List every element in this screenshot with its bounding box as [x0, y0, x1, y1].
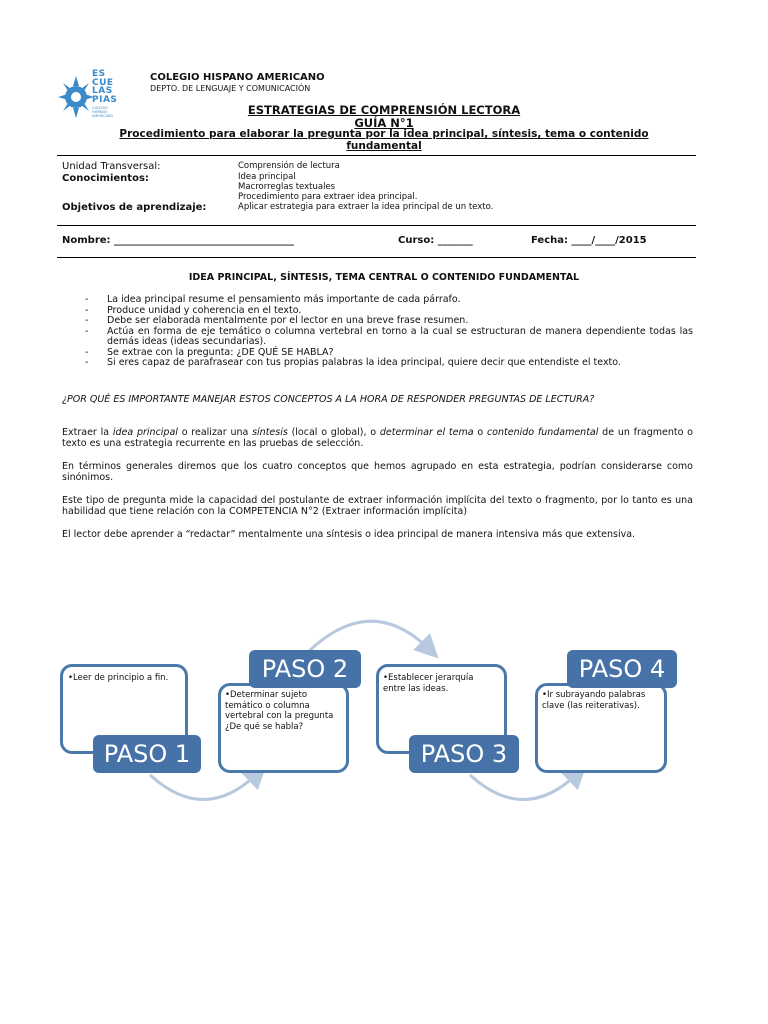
conocimientos-value-3: Procedimiento para extraer idea principal. — [238, 192, 418, 202]
page-title: ESTRATEGIAS DE COMPRENSIÓN LECTORA — [247, 103, 521, 117]
curso-field[interactable]: Curso: _______ — [398, 235, 473, 246]
objetivos-label: Objetivos de aprendizaje: — [62, 202, 207, 213]
step-2-text: •Determinar sujeto temático o columna vertebral con la pregunta ¿De qué se habla? — [225, 690, 334, 732]
step-2-label: PASO 2 — [249, 650, 361, 688]
step-1-text: •Leer de principio a fin. — [68, 673, 169, 683]
logo-wordmark: ES CUE LAS PIAS — [92, 69, 118, 105]
list-item: - Si eres capaz de parafrasear con tus propias palabras la idea principal, quiere decir que entendiste el texto. — [85, 358, 693, 369]
list-item: - Debe ser elaborada mentalmente por el lector en una breve frase resumen. — [85, 316, 693, 327]
unidad-value: Comprensión de lectura — [238, 161, 340, 171]
step-3-label: PASO 3 — [409, 735, 519, 773]
paragraph-4: El lector debe aprender a “redactar” mentalmente una síntesis o idea principal de manera intensiva más que extensiva. — [62, 529, 636, 540]
school-name: COLEGIO HISPANO AMERICANO — [150, 72, 325, 83]
step-4-text: •Ir subrayando palabras clave (las reiterativas). — [542, 690, 646, 711]
unidad-label: Unidad Transversal: — [62, 161, 161, 172]
paragraph-1: Extraer la idea principal o realizar una síntesis (local o global), o determinar el tema o contenido fundamental de un fragmento o texto es una estrategia recurrente en las pruebas de selección. — [62, 427, 693, 449]
paragraph-3: Este tipo de pregunta mide la capacidad del postulante de extraer información implícita del texto o fragmento, por lo tanto es una habilidad que tiene relación con la COMPETENCIA N°2 (Extraer información implícita) — [62, 495, 693, 517]
conocimientos-value-2: Macrorreglas textuales — [238, 182, 336, 192]
nombre-field[interactable]: Nombre: ____________________________________ — [62, 235, 295, 246]
arrow-step3-to-step4 — [470, 773, 578, 800]
arrow-step1-to-step2 — [150, 773, 258, 800]
section-title: IDEA PRINCIPAL, SÍNTESIS, TEMA CENTRAL O CONTENIDO FUNDAMENTAL — [188, 272, 580, 283]
logo-subtext: COLEGIO HISPANO AMERICANO — [92, 106, 114, 118]
list-item: - Actúa en forma de eje temático o columna vertebral en torno a la cual se estructuran de manera dependiente todas las demás ideas (ideas secundarias). — [85, 327, 693, 348]
list-item: - Se extrae con la pregunta: ¿DE QUÉ SE HABLA? — [85, 348, 693, 359]
department-name: DEPTO. DE LENGUAJE Y COMUNICACIÓN — [150, 84, 311, 93]
page-subtitle: Procedimiento para elaborar la pregunta por la idea principal, síntesis, tema o contenido fundamental — [119, 128, 649, 152]
fecha-field[interactable]: Fecha: ____/____/2015 — [531, 235, 647, 246]
step-1-label: PASO 1 — [93, 735, 201, 773]
list-item: - Produce unidad y coherencia en el texto. — [85, 306, 693, 317]
paragraph-2: En términos generales diremos que los cuatro conceptos que hemos agrupado en esta estrategia, podrían considerarse como sinónimos. — [62, 461, 693, 483]
objetivos-value: Aplicar estrategia para extraer la idea principal de un texto. — [238, 202, 494, 212]
conocimientos-label: Conocimientos: — [62, 173, 149, 184]
conocimientos-value-1: Idea principal — [238, 172, 296, 182]
list-item: - La idea principal resume el pensamiento más importante de cada párrafo. — [85, 295, 693, 306]
guide-number: GUÍA N°1 — [354, 116, 414, 130]
step-3-text: •Establecer jerarquía entre las ideas. — [383, 673, 474, 694]
question-paragraph: ¿POR QUÉ ES IMPORTANTE MANEJAR ESTOS CONCEPTOS A LA HORA DE RESPONDER PREGUNTAS DE LECTURA? — [62, 394, 595, 405]
step-4-label: PASO 4 — [567, 650, 677, 688]
